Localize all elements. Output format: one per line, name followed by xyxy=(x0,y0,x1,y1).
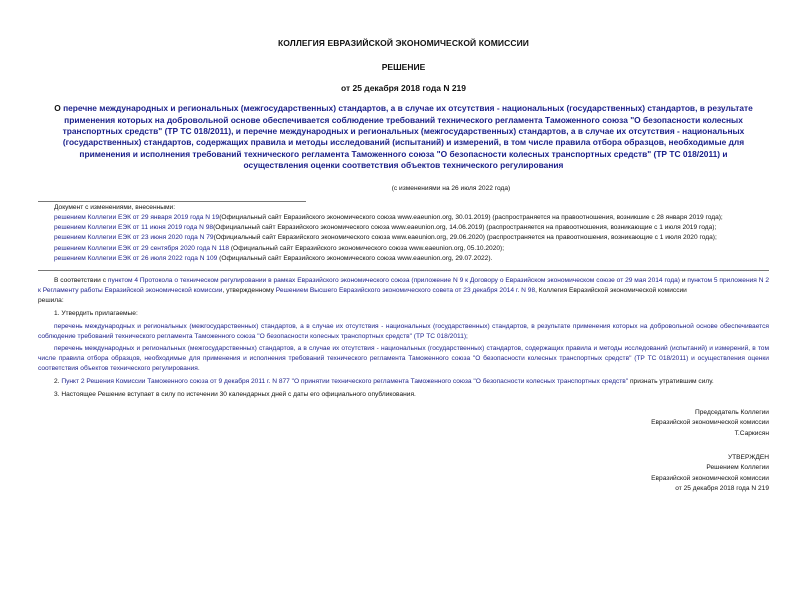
change-text: (Официальный сайт Евразийского экономического союза www.eaeunion.org, 29.07.2022). xyxy=(217,254,493,262)
repeal-text: признать утратившим силу. xyxy=(628,378,714,386)
repeal-paragraph xyxy=(38,377,769,387)
edited-note: (с изменениями на 26 июля 2022 года) xyxy=(391,184,511,192)
approved-line: от 25 декабря 2018 года N 219 xyxy=(675,485,769,493)
approved-line: Евразийской экономической комиссии xyxy=(651,474,769,482)
changes-list xyxy=(38,203,769,264)
supreme-council-link[interactable]: Решением Высшего Евразийского экономического совета от 23 декабря 2014 г. N 98 xyxy=(275,286,536,294)
decided-label: решила: xyxy=(38,296,64,304)
divider-short xyxy=(38,201,306,202)
document-page xyxy=(0,38,807,609)
signature-name: Т.Саркисян xyxy=(734,429,769,437)
approved-block xyxy=(38,453,769,495)
change-text: (Официальный сайт Евразийского экономического союза www.eaeunion.org, 30.01.2019) (распространяется на правоотношения, возникшие с 28 января 2019 года); xyxy=(219,214,723,221)
change-link[interactable]: решением Коллегии ЕЭК от 11 июня 2019 года N 98 xyxy=(54,224,214,232)
doc-type: РЕШЕНИЕ xyxy=(381,61,426,72)
approve-item-1 xyxy=(38,322,769,342)
preamble-paragraph xyxy=(38,276,769,296)
approve-paragraph: 1. Утвердить прилагаемые: xyxy=(54,309,138,317)
change-item xyxy=(38,223,769,233)
signature-line: Евразийской экономической комиссии xyxy=(651,419,769,427)
preamble-text: , Коллегия Евразийской экономической комиссии xyxy=(535,286,687,294)
org-title: КОЛЛЕГИЯ ЕВРАЗИЙСКОЙ ЭКОНОМИЧЕСКОЙ КОМИССИИ xyxy=(277,38,530,48)
preamble-text: и xyxy=(679,277,688,285)
change-item xyxy=(38,233,769,243)
change-item xyxy=(38,244,769,254)
subject-prefix: О xyxy=(54,103,64,114)
signature-line: Председатель Коллегии xyxy=(695,408,769,416)
signature-block xyxy=(38,408,769,440)
change-text: (Официальный сайт Евразийского экономического союза www.eaeunion.org, 05.10.2020); xyxy=(229,244,505,252)
doc-subject xyxy=(54,103,753,172)
effective-paragraph: 3. Настоящее Решение вступает в силу по истечении 30 календарных дней с даты его официального опубликования. xyxy=(54,391,416,398)
preamble-text: , утвержденному xyxy=(222,286,276,294)
change-item xyxy=(38,213,769,223)
approved-line: УТВЕРЖДЕН xyxy=(727,453,769,461)
decision-body xyxy=(38,276,769,400)
list1-link[interactable]: перечень международных и региональных (межгосударственных) стандартов, а в случае их отсутствия - национальных (государственных) стандартов, в результате применения которых на добровольной основе обеспечивается соблюдение требований технического регламента Таможенного союза "О безопасности колесных транспортных средств" (ТР ТС 018/2011); xyxy=(38,322,769,340)
changes-label: Документ с изменениями, внесенными: xyxy=(54,203,176,211)
change-text: (Официальный сайт Евразийского экономического союза www.eaeunion.org, 14.06.2019) (распространяется на правоотношения, возникающие с 1 июля 2019 года); xyxy=(213,224,717,232)
repeal-text: 2. xyxy=(54,378,62,386)
repeal-link[interactable]: Пункт 2 Решения Комиссии Таможенного союза от 9 декабря 2011 г. N 877 "О принятии технического регламента Таможенного союза "О безопасности колесных транспортных средств" xyxy=(61,378,629,386)
change-link[interactable]: решением Коллегии ЕЭК от 29 января 2019 года N 19 xyxy=(54,214,220,221)
change-link[interactable]: решением Коллегии ЕЭК от 26 июля 2022 года N 109 xyxy=(54,254,218,262)
change-link[interactable]: решением Коллегии ЕЭК от 29 сентября 2020 года N 118 xyxy=(54,244,230,252)
change-link[interactable]: решением Коллегии ЕЭК от 23 июня 2020 года N 79 xyxy=(54,234,214,242)
protocol-link[interactable]: пунктом 4 Протокола о техническом регулировании в рамках Евразийского экономического союза (приложение N 9 к Договору о Евразийском экономическом союзе от 29 мая 2014 года) xyxy=(107,277,680,285)
doc-date-number: от 25 декабря 2018 года N 219 xyxy=(340,83,467,94)
regulation-link[interactable]: пунктом 5 приложения N 2 к Регламенту работы Евразийской экономической комиссии xyxy=(38,277,770,294)
change-item xyxy=(38,254,769,264)
approved-line: Решением Коллегии xyxy=(706,464,769,472)
change-text: (Официальный сайт Евразийского экономического союза www.eaeunion.org, 29.06.2020) (распространяется на правоотношения, возникающие с 1 июля 2020 года); xyxy=(213,234,717,242)
preamble-text: В соответствии с xyxy=(54,277,108,285)
subject-link[interactable]: перечне международных и региональных (межгосударственных) стандартов, а в случае их отсутствия - национальных (государственных) стандартов, в результате применения которых на добровольной основе обеспечивается соблюдение требований технического регламента Таможенного союза "О безопасности колесных транспортных средств" (ТР ТС 018/2011), и перечне международных и региональных (межгосударственных) стандартов, а в случае их отсутствия - национальных (государственных) стандартов, содержащих правила и методы исследований (испытаний) и измерений, в том числе правила отбора образцов, необходимые для применения и исполнения требований технического регламента Таможенного союза "О безопасности колесных транспортных средств" (ТР ТС 018/2011) и осуществления оценки соответствия объектов технического регулирования xyxy=(62,103,753,171)
divider-full xyxy=(38,270,769,271)
approve-item-2 xyxy=(38,344,769,374)
list2-link[interactable]: перечень международных и региональных (межгосударственных) стандартов, а в случае их отсутствия - национальных (государственных) стандартов, содержащих правила и методы исследований (испытаний) и измерений, в том числе правила отбора образцов, необходимые для применения и исполнения требований технического регламента Таможенного союза "О безопасности колесных транспортных средств" (ТР ТС 018/2011) и осуществления оценки соответствия объектов технического регулирования. xyxy=(38,345,769,373)
